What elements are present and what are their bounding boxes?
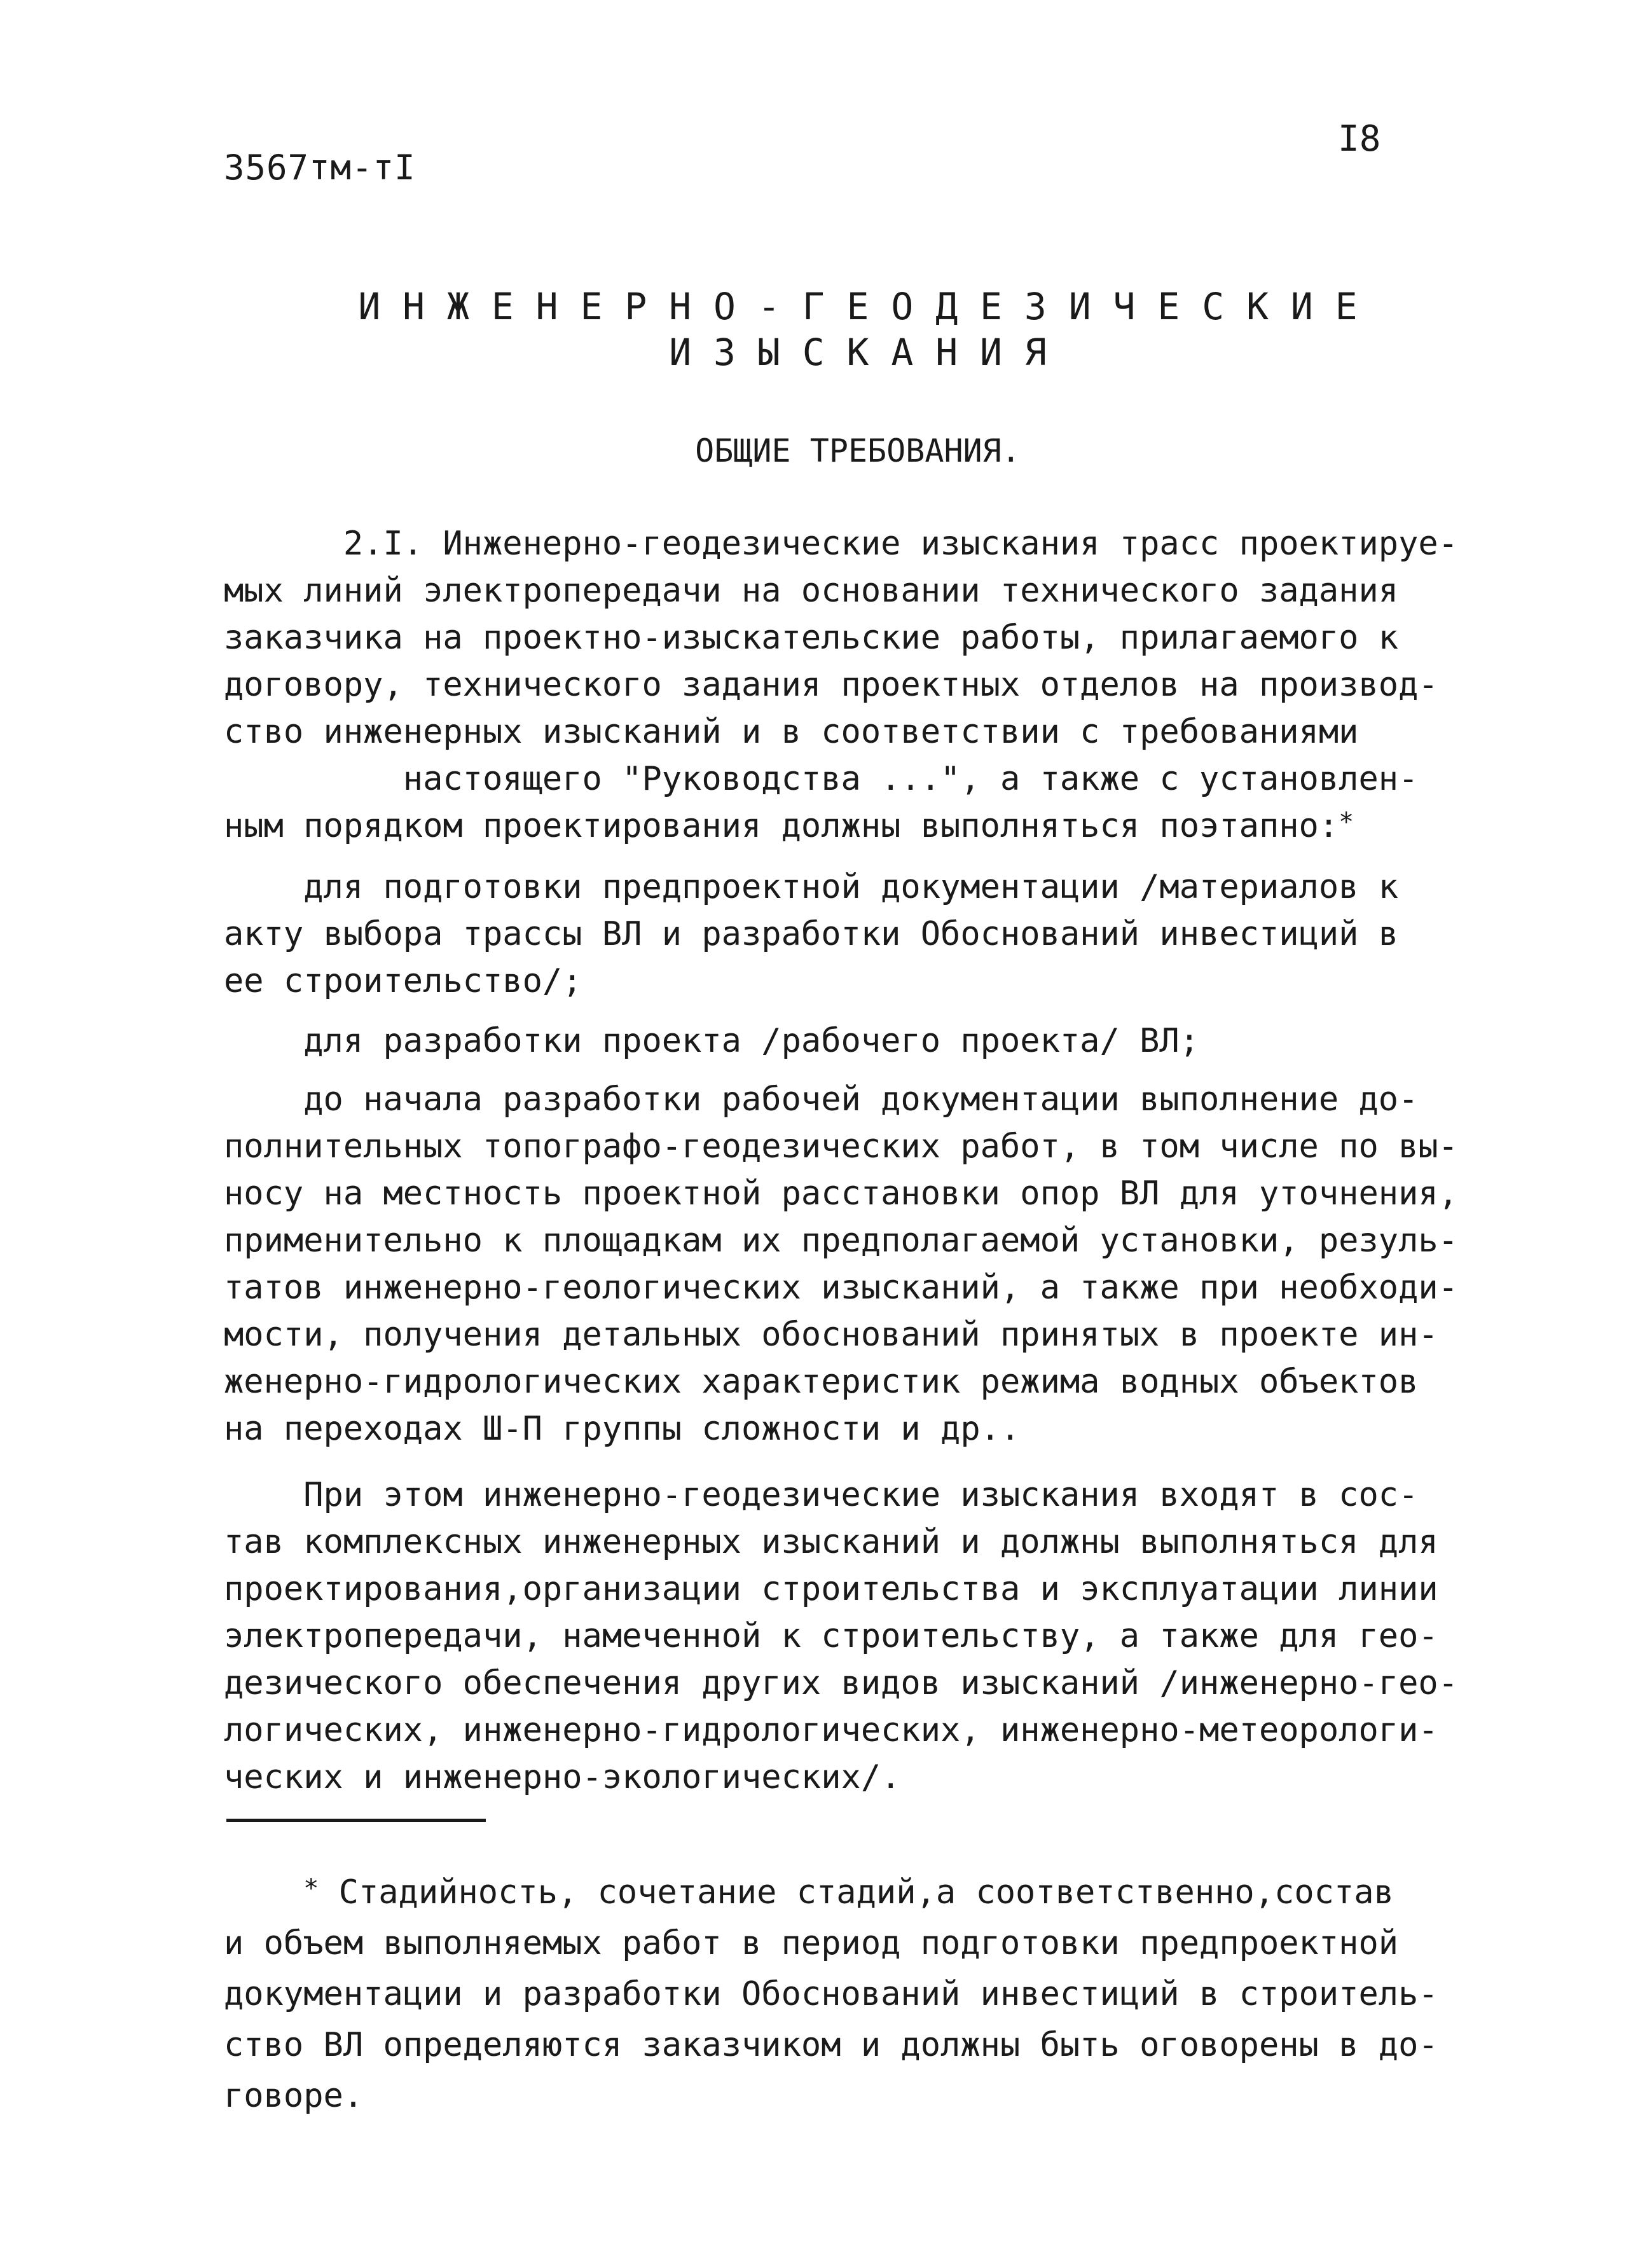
text-line-content: Стадийность, сочетание стадий,а соответственно,состав [319,1873,1394,1912]
text-line: татов инженерно-геологических изысканий, а также при необходи- [224,1269,1459,1307]
text-line: акту выбора трассы ВЛ и разработки Обоснований инвестиций в [224,915,1399,953]
paragraph-pre-project-stage [224,864,1419,1005]
paragraph-complex-surveys [224,1471,1459,1801]
text-line: настоящего "Руководства ...", а также с установлен- [224,760,1419,798]
text-line: ее строительство/; [224,962,582,1000]
text-line: и объем выполняемых работ в период подготовки предпроектной [224,1924,1399,1962]
text-line: для подготовки предпроектной документации /материалов к [224,868,1399,906]
text-line: договору, технического задания проектных отделов на производ- [224,666,1438,704]
text-line: до начала разработки рабочей документации выполнение до- [224,1080,1419,1119]
text-line: женерно-гидрологических характеристик режима водных объектов [224,1363,1419,1401]
text-line: При этом инженерно-геодезические изыскания входят в сос- [224,1476,1419,1514]
section-subtitle: ОБЩИЕ ТРЕБОВАНИЯ. [695,432,1021,469]
text-line: тав комплексных инженерных изысканий и должны выполняться для [224,1523,1438,1561]
text-line: документации и разработки Обоснований инвестиций в строитель- [224,1975,1438,2013]
text-line: логических, инженерно-гидрологических, инженерно-метеорологи- [224,1711,1438,1749]
text-line: для разработки проекта /рабочего проекта/ ВЛ; [224,1022,1200,1060]
text-line: на переходах Ш-П группы сложности и др.. [224,1410,1021,1448]
text-line: мости, получения детальных обоснований принятых в проекте ин- [224,1316,1438,1354]
section-title-line-2: И З Ы С К А Н И Я [669,331,1047,374]
text-line [224,1867,1432,1918]
text-line: проектирования,организации строительства и эксплуатации линии [224,1570,1438,1608]
text-line: полнительных топографо-геодезических работ, в том числе по вы- [224,1127,1459,1166]
text-line: 2.I. Инженерно-геодезические изыскания трасс проектируе- [224,525,1459,563]
section-title-line-1: И Н Ж Е Н Е Р Н О - Г Е О Д Е З И Ч Е С К И Е [358,285,1358,328]
paragraph-2-1 [224,520,1459,850]
text-line: мых линий электропередачи на основании технического задания [224,572,1399,610]
text-line: заказчика на проектно-изыскательские работы, прилагаемого к [224,619,1399,657]
text-line: ческих и инженерно-экологических/. [224,1758,901,1796]
page-number: I8 [1338,118,1381,160]
text-line: говоре. [224,2077,364,2115]
text-line: применительно к площадкам их предполагаемой установки, резуль- [224,1222,1459,1260]
footnote [224,1867,1438,2121]
text-line-content: ным порядком проектирования должны выполняться поэтапно: [224,807,1339,845]
text-line: дезического обеспечения других видов изысканий /инженерно-гео- [224,1664,1459,1702]
paragraph-working-documentation-stage [224,1076,1459,1452]
text-line [224,803,1419,850]
footnote-divider [226,1819,486,1822]
text-line: носу на местность проектной расстановки опор ВЛ для уточнения, [224,1175,1459,1213]
document-code: 3567тм-тI [224,148,416,188]
text-line: ство инженерных изысканий и в соответствии с требованиями [224,713,1359,751]
text-line: ство ВЛ определяются заказчиком и должны быть оговорены в до- [224,2026,1438,2064]
footnote-reference-mark: * [1339,808,1354,837]
footnote-mark: * [303,1874,319,1903]
paragraph-project-stage [224,1017,1419,1064]
text-line: электропередачи, намеченной к строительству, а также для гео- [224,1617,1438,1655]
